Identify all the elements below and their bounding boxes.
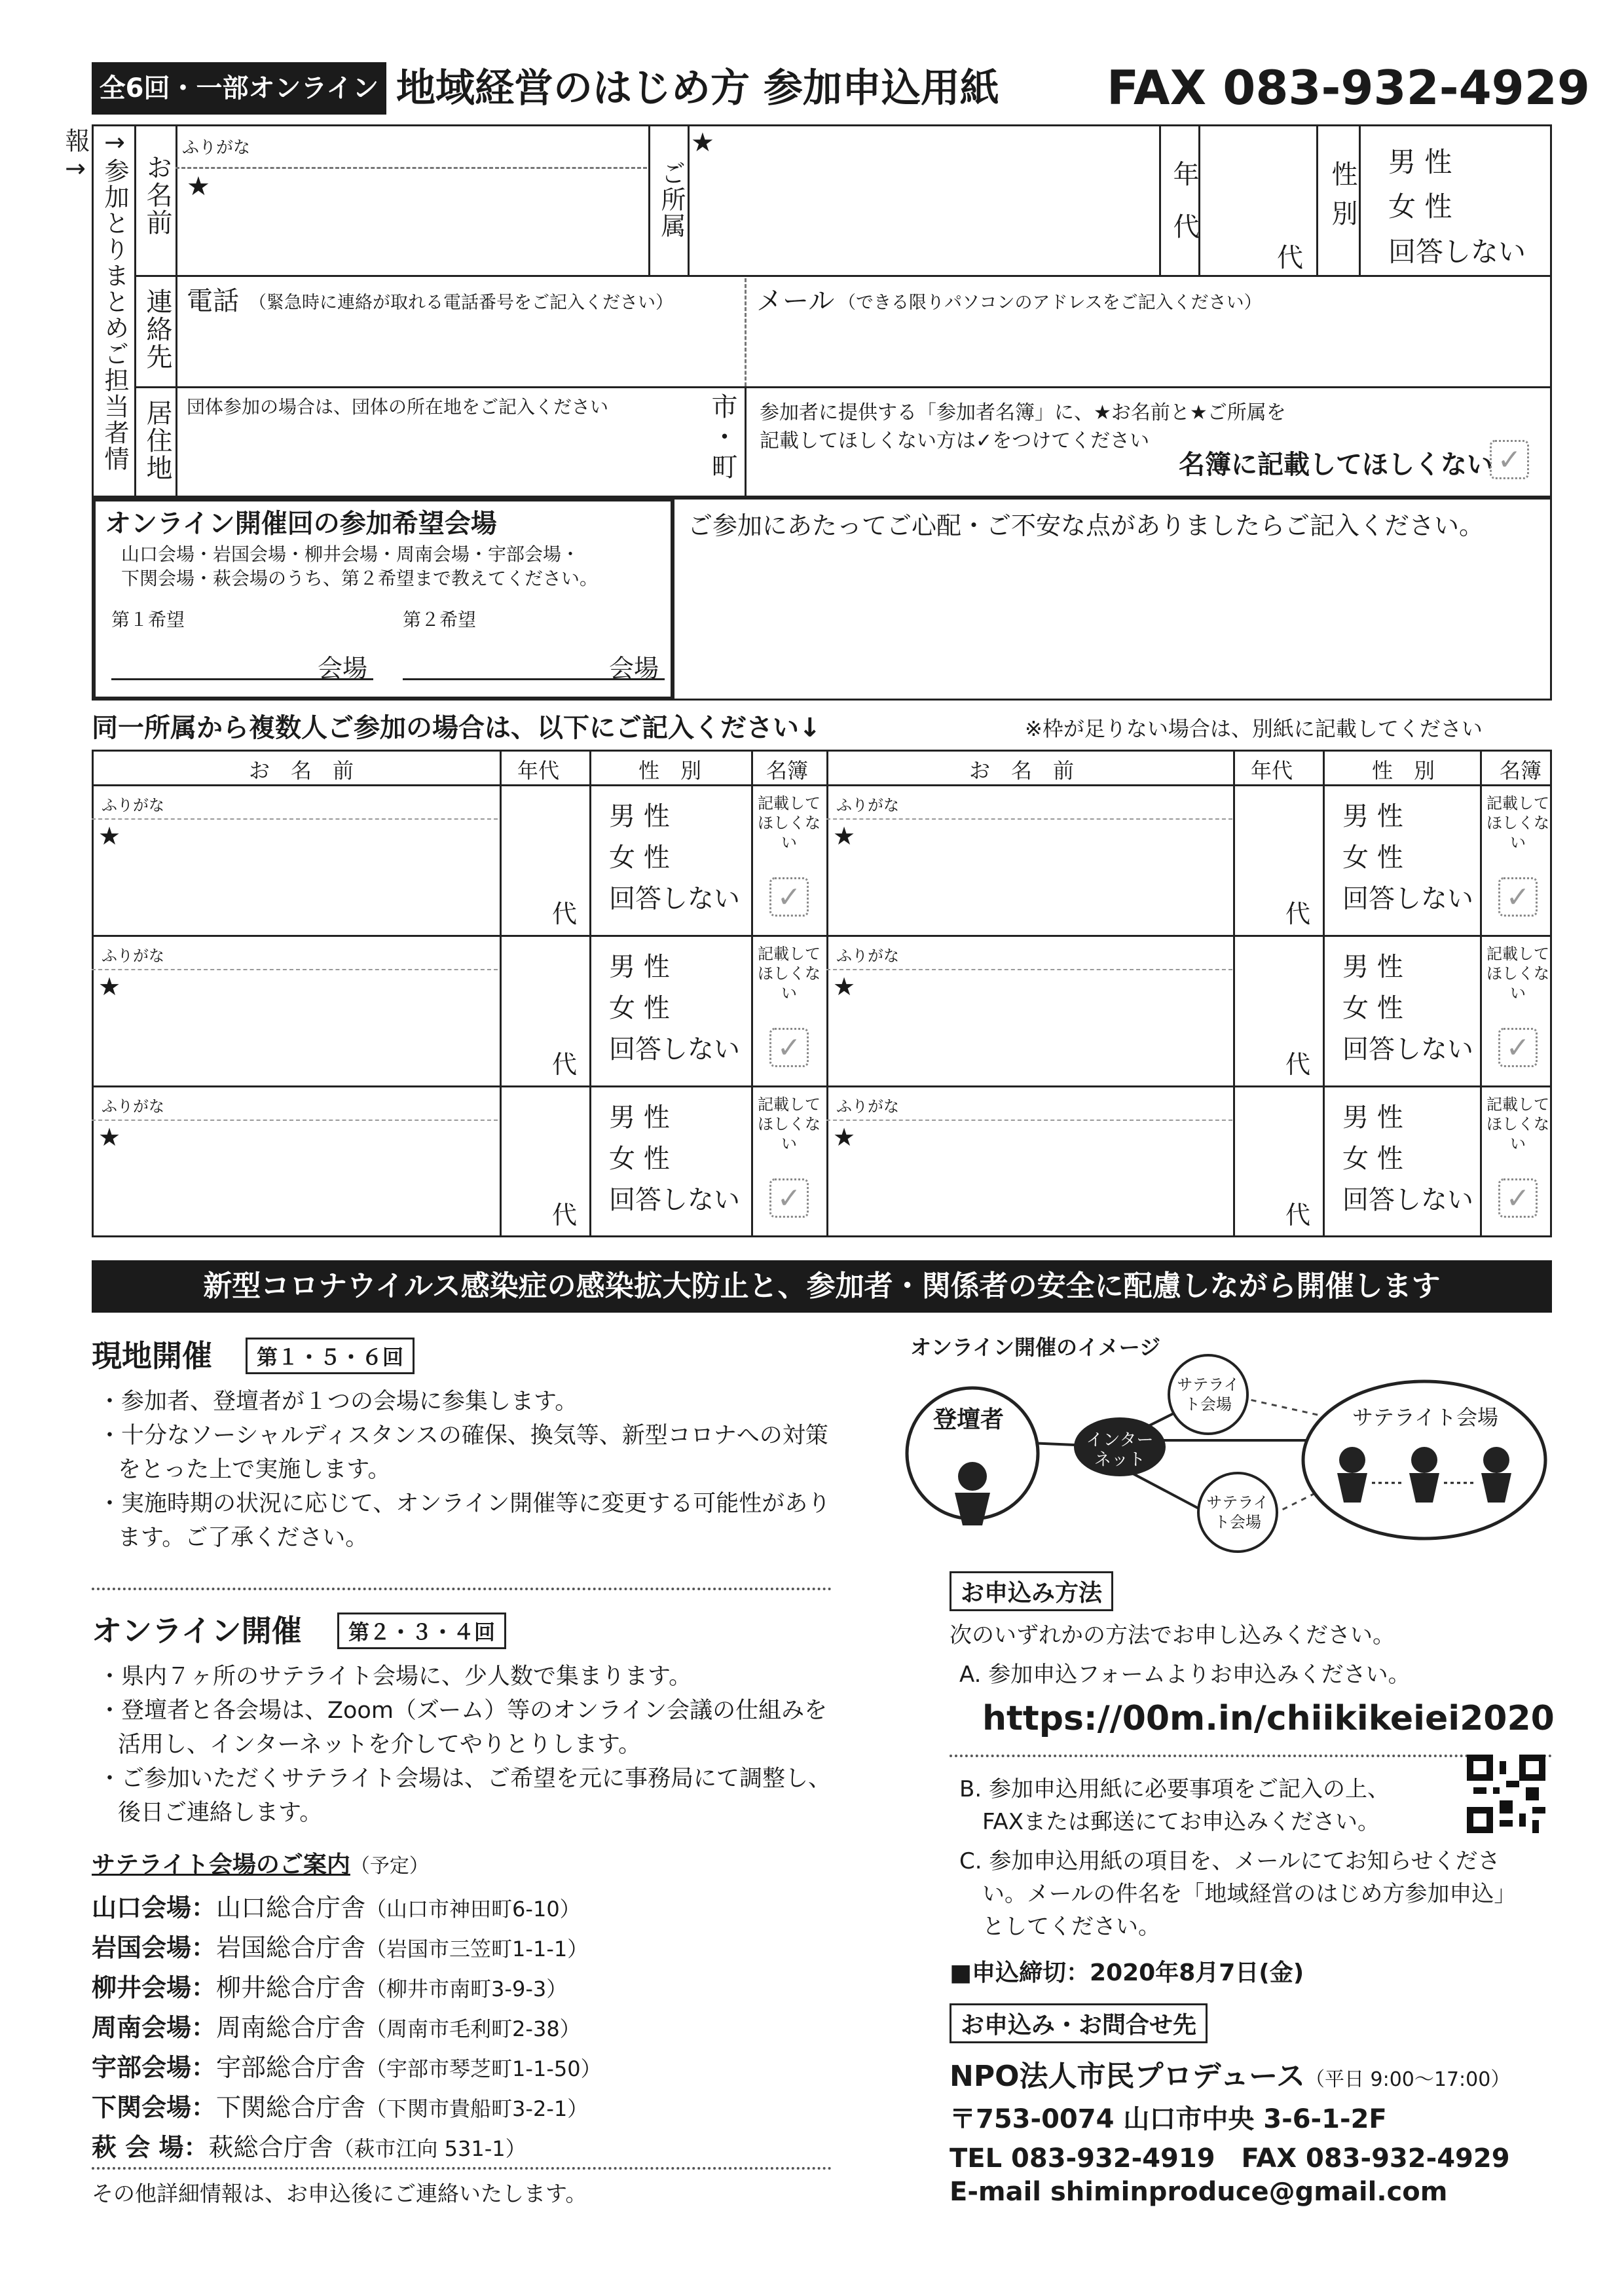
participant-r1-left-star: ★ — [98, 822, 121, 850]
participant-r1-right-age-unit: 代 — [1285, 900, 1311, 928]
contact-title: お申込み・お問合せ先 — [950, 2003, 1208, 2043]
affiliation-input[interactable] — [720, 131, 1153, 268]
age-unit: 代 — [1277, 243, 1303, 273]
sex-label: 性別 — [1327, 160, 1357, 239]
furigana-label: ふりがな — [182, 138, 251, 158]
phone-input[interactable] — [183, 321, 733, 380]
mail-input[interactable] — [753, 321, 1539, 380]
participant-r1-right-sex-female[interactable]: 女 性 — [1342, 843, 1403, 873]
venue-address: （岩国市三笠町1-1-1） — [365, 1937, 589, 1961]
contact-email[interactable]: E-mail shiminproduce@gmail.com — [950, 2177, 1448, 2207]
apply-option-b-1: B. 参加申込用紙に必要事項をご記入の上、 — [959, 1776, 1390, 1802]
first-choice-label: 第１希望 — [111, 609, 185, 630]
participant-r3-right-sex-female[interactable]: 女 性 — [1342, 1144, 1403, 1174]
venue-name: 宇部会場 — [92, 2053, 192, 2082]
participant-r1-left-sex-male[interactable]: 男 性 — [609, 801, 670, 831]
participant-r1-right-star: ★ — [833, 822, 856, 850]
participant-r2-left-sex-female[interactable]: 女 性 — [609, 993, 670, 1023]
participant-r1-left-roster-checkbox[interactable]: ✓ — [769, 877, 809, 917]
participant-r1-right-sex-noanswer[interactable]: 回答しない — [1342, 884, 1473, 914]
onsite-title: 現地開催 — [92, 1338, 212, 1374]
participant-r2-right-age-unit: 代 — [1285, 1050, 1311, 1079]
participant-r3-right-name-input[interactable] — [859, 1123, 1226, 1228]
th-name-right: お 名 前 — [969, 758, 1075, 783]
roster-note-2: 記載してほしくない方は✓をつけてください — [760, 429, 1150, 452]
satellite-venue-item: 山口会場：山口総合庁舎（山口市神田町6-10） — [92, 1893, 581, 1922]
online-tag: 第２・３・４回 — [337, 1613, 506, 1649]
onsite-bullets — [98, 1385, 832, 1555]
participant-r2-left-name-input[interactable] — [124, 972, 491, 1077]
participant-r3-right-sex-noanswer[interactable]: 回答しない — [1342, 1185, 1473, 1215]
satellite-venue-item: 岩国会場：岩国総合庁舎（岩国市三笠町1-1-1） — [92, 1933, 589, 1962]
satellite-venue-item: 柳井会場：柳井総合庁舎（柳井市南町3-9-3） — [92, 1973, 568, 2002]
venue-address: （萩市江向 531-1） — [333, 2136, 526, 2161]
participant-r3-left-sex-noanswer[interactable]: 回答しない — [609, 1185, 740, 1215]
participant-r3-left-age-unit: 代 — [552, 1201, 578, 1230]
participant-r2-right-star: ★ — [833, 972, 856, 1001]
participant-r1-right-roster-text: 記載してほしくない — [1486, 794, 1549, 852]
apply-url[interactable]: https://00m.in/chiikikeiei2020 — [982, 1699, 1555, 1738]
participant-r3-left-sex-female[interactable]: 女 性 — [609, 1144, 670, 1174]
satellite-footer: その他詳細情報は、お申込後にご連絡いたします。 — [92, 2181, 587, 2206]
apply-option-c-2: い。メールの件名を「地域経営のはじめ方参加申込」 — [982, 1881, 1517, 1907]
covid-banner: 新型コロナウイルス感染症の感染拡大防止と、参加者・関係者の安全に配慮しながら開催します — [92, 1260, 1552, 1313]
online-bullet-2: ・登壇者と各会場は、Zoom（ズーム）等のオンライン会議の仕組みを活用し、インターネットを介してやりとりします。 — [98, 1698, 828, 1758]
participant-r3-left-age-input[interactable] — [503, 1090, 585, 1201]
satellite-venue-item: 周南会場：周南総合庁舎（周南市毛利町2-38） — [92, 2013, 581, 2042]
satellite-venue-item: 下関会場：下関総合庁舎（下関市貴船町3-2-1） — [92, 2093, 589, 2122]
coordinator-side-label: →参加とりまとめご担当者情報→ — [61, 128, 129, 472]
roster-note-1: 参加者に提供する「参加者名簿」に、★お名前と★ご所属を — [760, 401, 1286, 424]
venue-place: 岩国総合庁舎 — [216, 1933, 366, 1962]
apply-option-c-3: としてください。 — [982, 1914, 1160, 1940]
multi-heading: 同一所属から複数人ご参加の場合は、以下にご記入ください↓ — [92, 713, 821, 743]
participant-r2-left-roster-checkbox[interactable]: ✓ — [769, 1028, 809, 1067]
venue-address: （山口市神田町6-10） — [365, 1897, 581, 1922]
onsite-bullet-3: ・実施時期の状況に応じて、オンライン開催等に変更する可能性があります。ご了承ください。 — [98, 1491, 831, 1551]
participant-r1-left-age-input[interactable] — [503, 789, 585, 900]
participant-r2-left-star: ★ — [98, 972, 121, 1001]
venue-address: （宇部市琴芝町1-1-50） — [365, 2056, 602, 2081]
participant-r1-right-furigana: ふりがな — [836, 796, 899, 814]
participant-r2-right-furigana: ふりがな — [836, 947, 899, 965]
online-bullets — [98, 1660, 832, 1830]
concerns-label: ご参加にあたってご心配・ご不安な点がありましたらご記入ください。 — [688, 511, 1485, 540]
participant-r1-right-sex-male[interactable]: 男 性 — [1342, 801, 1403, 831]
satellite-title: サテライト会場のご案内 — [92, 1851, 350, 1878]
participant-r3-left-roster-text: 記載してほしくない — [758, 1095, 821, 1153]
address-label: 居住地 — [142, 399, 172, 482]
contact-label: 連絡先 — [142, 288, 172, 371]
second-choice-unit: 会場 — [609, 654, 659, 683]
first-choice-unit: 会場 — [318, 654, 368, 683]
venue-place: 柳井総合庁舎 — [216, 1973, 366, 2002]
apply-option-c-1: C. 参加申込用紙の項目を、メールにてお知らせくださ — [959, 1848, 1500, 1874]
venue-desc-1: 山口会場・岩国会場・柳井会場・周南会場・宇部会場・ — [121, 543, 580, 565]
participant-r3-left-star: ★ — [98, 1123, 121, 1152]
participant-r1-left-furigana: ふりがな — [101, 796, 164, 814]
venue-name: 柳井会場 — [92, 1973, 192, 2002]
th-name-left: お 名 前 — [249, 758, 354, 783]
participant-r3-right-star: ★ — [833, 1123, 856, 1152]
participant-r1-left-sex-noanswer[interactable]: 回答しない — [609, 884, 740, 914]
series-tag: 全6回・一部オンライン — [92, 62, 386, 115]
th-roster-left: 名簿 — [766, 758, 809, 783]
participant-r2-left-roster-text: 記載してほしくない — [758, 945, 821, 1002]
participant-r3-right-roster-text: 記載してほしくない — [1486, 1095, 1549, 1153]
venue-name: 下関会場 — [92, 2093, 192, 2122]
th-age-left: 年代 — [517, 758, 560, 783]
mail-label: メール — [756, 286, 835, 316]
participant-r2-right-sex-noanswer[interactable]: 回答しない — [1342, 1034, 1473, 1065]
participant-r3-left-sex-male[interactable]: 男 性 — [609, 1102, 670, 1133]
apply-option-b-2: FAXまたは郵送にてお申込みください。 — [982, 1809, 1380, 1835]
venue-name: 周南会場 — [92, 2013, 192, 2042]
th-sex-right: 性 別 — [1372, 758, 1435, 783]
participant-r1-right-name-input[interactable] — [859, 822, 1226, 926]
sex-option-female[interactable]: 女 性 — [1388, 191, 1452, 223]
satellite-venue-list — [92, 1889, 832, 2168]
venue-address: （下関市貴船町3-2-1） — [365, 2096, 589, 2121]
affiliation-label: ご所属 — [657, 160, 686, 239]
satellite-note: （予定） — [350, 1855, 429, 1878]
th-roster-right: 名簿 — [1500, 758, 1542, 783]
participant-r2-left-age-unit: 代 — [552, 1050, 578, 1079]
participant-r2-right-roster-text: 記載してほしくない — [1486, 945, 1549, 1002]
contact-address: 〒753-0074 山口市中央 3-6-1-2F — [950, 2104, 1387, 2134]
venue-place: 山口総合庁舎 — [216, 1893, 366, 1922]
online-bullet-1: ・県内７ヶ所のサテライト会場に、少人数で集まります。 — [98, 1664, 692, 1690]
name-label: お名前 — [142, 154, 172, 236]
diagram-satellite-bottom-label: サテライト会場 — [1206, 1493, 1269, 1531]
venue-name: 岩国会場 — [92, 1933, 192, 1962]
venue-name: 萩 会 場 — [92, 2133, 184, 2162]
qr-code[interactable] — [1467, 1755, 1545, 1833]
address-note: 団体参加の場合は、団体の所在地をご記入ください — [187, 396, 609, 418]
onsite-bullet-1: ・参加者、登壇者が１つの会場に参集します。 — [98, 1389, 578, 1415]
participant-r3-right-age-input[interactable] — [1236, 1090, 1318, 1201]
venue-place: 萩総合庁舎 — [208, 2133, 333, 2162]
participant-r1-left-sex-female[interactable]: 女 性 — [609, 843, 670, 873]
venue-address: （周南市毛利町2-38） — [365, 2016, 581, 2041]
participant-r1-right-age-input[interactable] — [1236, 789, 1318, 900]
onsite-tag: 第１・５・６回 — [246, 1338, 415, 1374]
diagram-title: オンライン開催のイメージ — [910, 1335, 1161, 1360]
participant-r2-right-roster-checkbox[interactable]: ✓ — [1498, 1028, 1538, 1067]
address-input[interactable] — [183, 426, 694, 491]
form-title: 地域経営のはじめ方 参加申込用紙 — [396, 65, 999, 111]
phone-note: （緊急時に連絡が取れる電話番号をご記入ください） — [249, 293, 673, 313]
sex-option-noanswer[interactable]: 回答しない — [1388, 236, 1526, 268]
concerns-input[interactable] — [684, 543, 1542, 694]
participant-r1-left-name-input[interactable] — [124, 822, 491, 926]
contact-org-row — [950, 2052, 1510, 2094]
participant-r2-left-sex-male[interactable]: 男 性 — [609, 952, 670, 982]
participant-r2-right-sex-male[interactable]: 男 性 — [1342, 952, 1403, 982]
fax-number: FAX 083-932-4929 — [1107, 60, 1590, 115]
second-choice-label: 第２希望 — [403, 609, 477, 630]
participant-r3-right-age-unit: 代 — [1285, 1201, 1311, 1230]
participant-r3-left-roster-checkbox[interactable]: ✓ — [769, 1178, 809, 1218]
diagram-satellite-top-label: サテライト会場 — [1177, 1376, 1240, 1413]
participant-r3-right-furigana: ふりがな — [836, 1097, 899, 1116]
name-input[interactable] — [216, 172, 642, 270]
satellite-venue-item: 宇部会場：宇部総合庁舎（宇部市琴芝町1-1-50） — [92, 2053, 602, 2082]
th-sex-left: 性 別 — [638, 758, 702, 783]
contact-tel-fax: TEL 083-932-4919 FAX 083-932-4929 — [950, 2143, 1510, 2174]
venue-address: （柳井市南町3-9-3） — [365, 1977, 568, 2001]
venue-place: 下関総合庁舎 — [216, 2093, 366, 2122]
apply-title: お申込み方法 — [950, 1571, 1113, 1611]
age-input[interactable] — [1202, 131, 1313, 242]
contact-org: NPO法人市民プロデュース — [950, 2060, 1305, 2093]
apply-intro: 次のいずれかの方法でお申し込みください。 — [950, 1622, 1395, 1649]
name-star: ★ — [187, 172, 210, 202]
participant-r3-left-name-input[interactable] — [124, 1123, 491, 1228]
participant-r2-left-furigana: ふりがな — [101, 947, 164, 965]
satellite-venue-item: 萩 会 場：萩総合庁舎（萩市江向 531-1） — [92, 2133, 526, 2162]
participant-r1-right-roster-checkbox[interactable]: ✓ — [1498, 877, 1538, 917]
apply-deadline: ■申込締切：2020年8月7日(金) — [950, 1959, 1304, 1986]
th-age-right: 年代 — [1251, 758, 1293, 783]
diagram-internet-label: インターネット — [1086, 1430, 1154, 1470]
participant-r3-left-furigana: ふりがな — [101, 1097, 164, 1116]
venue-desc-2: 下関会場・萩会場のうち、第２希望まで教えてください。 — [121, 568, 599, 589]
age-label: 年代 — [1169, 160, 1199, 265]
participant-r1-left-age-unit: 代 — [552, 900, 578, 928]
mail-note: （できる限りパソコンのアドレスをご記入ください） — [838, 293, 1262, 313]
roster-optout-checkbox[interactable]: ✓ — [1490, 440, 1529, 479]
sex-option-male[interactable]: 男 性 — [1388, 146, 1452, 178]
apply-option-a: A. 参加申込フォームよりお申込みください。 — [959, 1662, 1411, 1688]
satellite-title-row — [92, 1846, 429, 1880]
participant-r3-right-sex-male[interactable]: 男 性 — [1342, 1102, 1403, 1133]
onsite-bullet-2: ・十分なソーシャルディスタンスの確保、換気等、新型コロナへの対策をとった上で実施します。 — [98, 1423, 828, 1483]
participant-r2-right-name-input[interactable] — [859, 972, 1226, 1077]
venue-title: オンライン開催回の参加希望会場 — [105, 509, 497, 539]
venue-place: 宇部総合庁舎 — [216, 2053, 366, 2082]
diagram-satellite-big-label: サテライト会場 — [1352, 1405, 1499, 1430]
city-town-label: 市・町 — [707, 393, 737, 483]
venue-place: 周南総合庁舎 — [216, 2013, 366, 2042]
affiliation-star: ★ — [691, 128, 714, 158]
venue-name: 山口会場 — [92, 1893, 192, 1922]
participant-r2-right-sex-female[interactable]: 女 性 — [1342, 993, 1403, 1023]
roster-optout-label: 名簿に記載してほしくない — [1179, 450, 1493, 480]
phone-label: 電話 — [187, 286, 239, 316]
participant-r2-left-sex-noanswer[interactable]: 回答しない — [609, 1034, 740, 1065]
diagram-speaker-label: 登壇者 — [933, 1406, 1005, 1433]
multi-note: ※枠が足りない場合は、別紙に記載してください — [1025, 716, 1483, 741]
online-title: オンライン開催 — [92, 1613, 302, 1649]
participant-r1-left-roster-text: 記載してほしくない — [758, 794, 821, 852]
contact-hours: （平日 9:00～17:00） — [1304, 2068, 1511, 2091]
participant-r2-right-age-input[interactable] — [1236, 939, 1318, 1051]
online-bullet-3: ・ご参加いただくサテライト会場は、ご希望を元に事務局にて調整し、後日ご連絡します。 — [98, 1766, 831, 1826]
participant-r3-right-roster-checkbox[interactable]: ✓ — [1498, 1178, 1538, 1218]
participant-r2-left-age-input[interactable] — [503, 939, 585, 1051]
